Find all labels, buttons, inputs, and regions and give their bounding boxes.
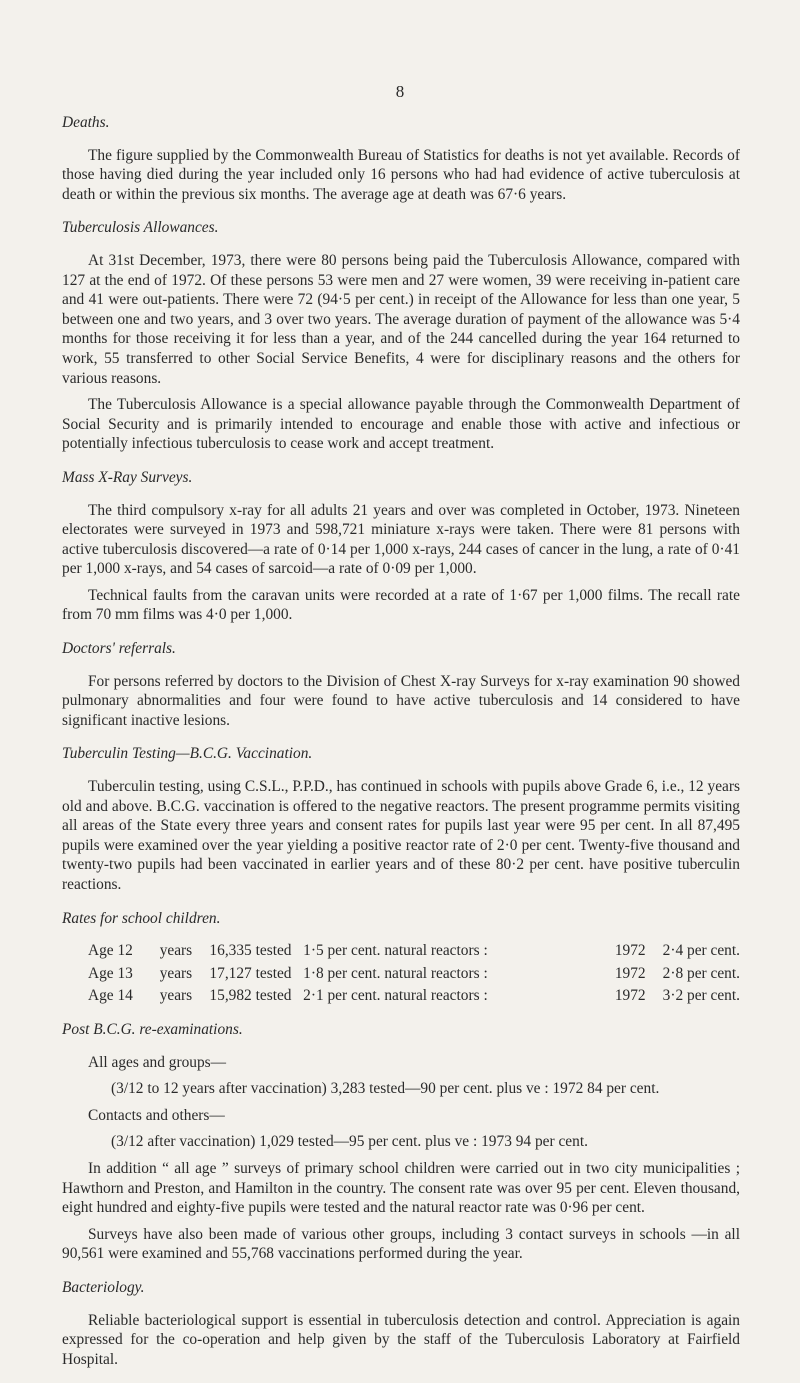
group-label: All ages and groups— <box>88 1053 227 1071</box>
section-allowances <box>62 218 740 454</box>
paragraph: The Tuberculosis Allowance is a special allowance payable through the Commonwealth Department of Social Security and is primarily intended to encourage and enable those with active and infectious or potentially infectious tuberculosis to cease work and accept treatment. <box>62 396 740 453</box>
paragraph: The third compulsory x-ray for all adults 21 years and over was completed in October, 1973. Nineteen electorates were surveyed in 1973 and 598,721 miniature x-rays were taken. There were 81 persons with active tuberculosis discovered—a rate of 0·14 per 1,000 x-rays, 244 cases of cancer in the lung, a rate of 0·41 per 1,000 x-rays, and 54 cases of sarcoid—a rate of 0·09 per 1,000. <box>62 501 740 578</box>
section-referrals <box>62 639 740 730</box>
rate-row: Age 14 years 15,982 tested 2·1 per cent. natural reactors : 1972 3·2 per cent. <box>88 987 740 1005</box>
heading-mass-xray: Mass X-Ray Surveys. <box>62 468 193 486</box>
heading-referrals: Doctors' referrals. <box>62 640 176 658</box>
rate-row: Age 13 years 17,127 tested 1·8 per cent. natural reactors : 1972 2·8 per cent. <box>88 964 740 982</box>
paragraph: Technical faults from the caravan units were recorded at a rate of 1·67 per 1,000 films. The recall rate from 70 mm films was 4·0 per 1,000. <box>62 586 740 624</box>
section-mass-xray <box>62 468 740 625</box>
section-deaths <box>62 113 740 204</box>
section-rates <box>62 909 740 1006</box>
group-detail: (3/12 to 12 years after vaccination) 3,283 tested—90 per cent. plus ve : 1972 84 per cent. <box>111 1080 660 1098</box>
section-bacteriology <box>62 1278 740 1369</box>
paragraph: In addition “ all age ” surveys of primary school children were carried out in two city municipalities ; Hawthorn and Preston, and Hamilton in the country. The consent rate was over 95 per cent. Eleven thousand, eight hundred and eighty-five pupils were tested and the natural reactor rate was 0·96 per cent. <box>62 1159 740 1217</box>
page-number: 8 <box>395 82 405 101</box>
paragraph: At 31st December, 1973, there were 80 persons being paid the Tuberculosis Allowance, compared with 127 at the end of 1972. Of these persons 53 were men and 27 were women, 39 were receiving in-patient care and 41 were out-patients. There were 72 (94·5 per cent.) in receipt of the Allowance for less than one year, 5 between one and two years, and 3 over two years. The average duration of payment of the allowance was 5·4 months for those receiving it for less than a year, and of the 244 cancelled during the year 164 returned to work, 55 transferred to other Social Service Benefits, 4 were for disciplinary reasons and the others for various reasons. <box>62 251 740 387</box>
section-post-bcg <box>62 1020 740 1264</box>
section-tuberculin <box>62 744 740 894</box>
text-column <box>62 113 740 1383</box>
paragraph: Tuberculin testing, using C.S.L., P.P.D., has continued in schools with pupils above Grade 6, i.e., 12 years old and above. B.C.G. vaccination is offered to the negative reactors. The present programme permits visiting all areas of the State every three years and consent rates for pupils last year were 95 per cent. In all 87,495 pupils were examined over the year yielding a positive reactor rate of 2·0 per cent. Twenty-five thousand and twenty-two pupils had been vaccinated in earlier years and of these 80·2 per cent. have positive tuberculin reactions. <box>62 778 740 893</box>
paragraph: Reliable bacteriological support is essential in tuberculosis detection and control. Appreciation is again expressed for the co-operation and help given by the staff of the Tuberculosis Laboratory at Fairfield Hospital. <box>62 1311 740 1368</box>
heading-post-bcg: Post B.C.G. re-examinations. <box>62 1020 243 1038</box>
heading-tuberculin: Tuberculin Testing—B.C.G. Vaccination. <box>62 745 313 763</box>
group-detail: (3/12 after vaccination) 1,029 tested—95 per cent. plus ve : 1973 94 per cent. <box>111 1133 588 1151</box>
rate-row: Age 12 years 16,335 tested 1·5 per cent. natural reactors : 1972 2·4 per cent. <box>88 942 740 960</box>
paragraph: The figure supplied by the Commonwealth Bureau of Statistics for deaths is not yet available. Records of those having died during the year included only 16 persons who had had evidence of active tuberculosis at death or within the previous six months. The average age at death was 67·6 years. <box>62 146 740 203</box>
paragraph: For persons referred by doctors to the Division of Chest X-ray Surveys for x-ray examination 90 showed pulmonary abnormalities and four were found to have active tuberculosis and 14 considered to have significant inactive lesions. <box>62 672 740 729</box>
heading-deaths: Deaths. <box>62 114 110 131</box>
heading-bacteriology: Bacteriology. <box>62 1278 145 1296</box>
paragraph: Surveys have also been made of various other groups, including 3 contact surveys in schools —in all 90,561 were examined and 55,768 vaccinations performed during the year. <box>62 1225 740 1263</box>
group-label: Contacts and others— <box>88 1106 225 1124</box>
heading-rates: Rates for school children. <box>62 909 221 927</box>
heading-allowances: Tuberculosis Allowances. <box>62 219 219 237</box>
